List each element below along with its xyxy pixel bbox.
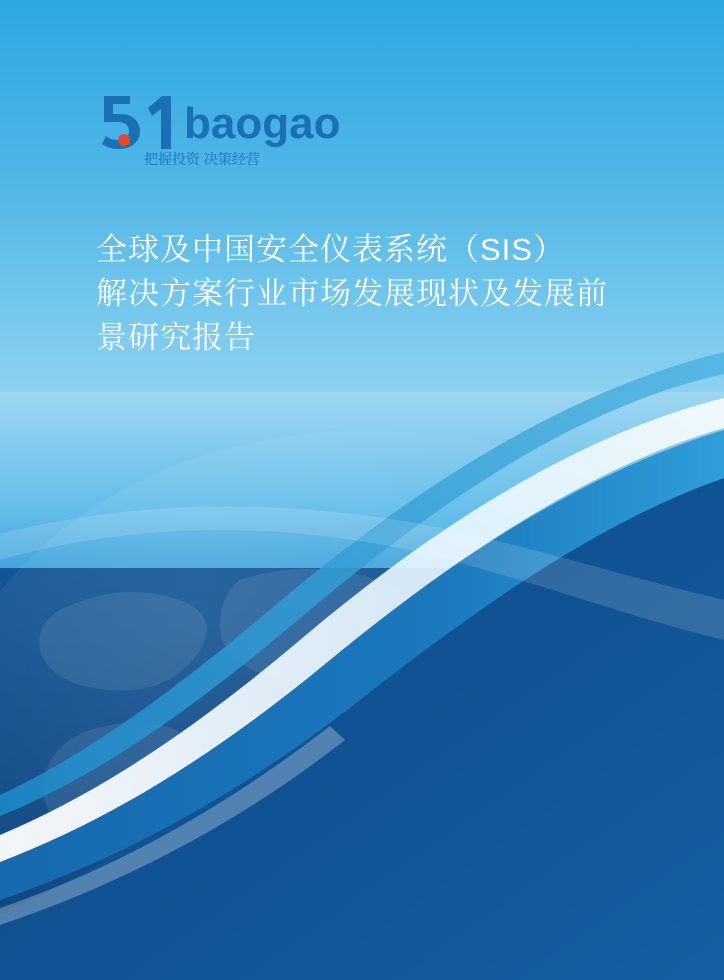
title-line-2: 解决方案行业市场发展现状及发展前: [96, 276, 608, 311]
title-line-1: 全球及中国安全仪表系统（SIS）: [96, 232, 565, 267]
svg-text:baogao: baogao: [184, 99, 341, 148]
company-logo: [96, 88, 356, 173]
svg-text:把握投资 决策经营: 把握投资 决策经营: [144, 151, 260, 167]
title-line-3: 景研究报告: [96, 320, 256, 355]
page-title: [96, 228, 676, 360]
